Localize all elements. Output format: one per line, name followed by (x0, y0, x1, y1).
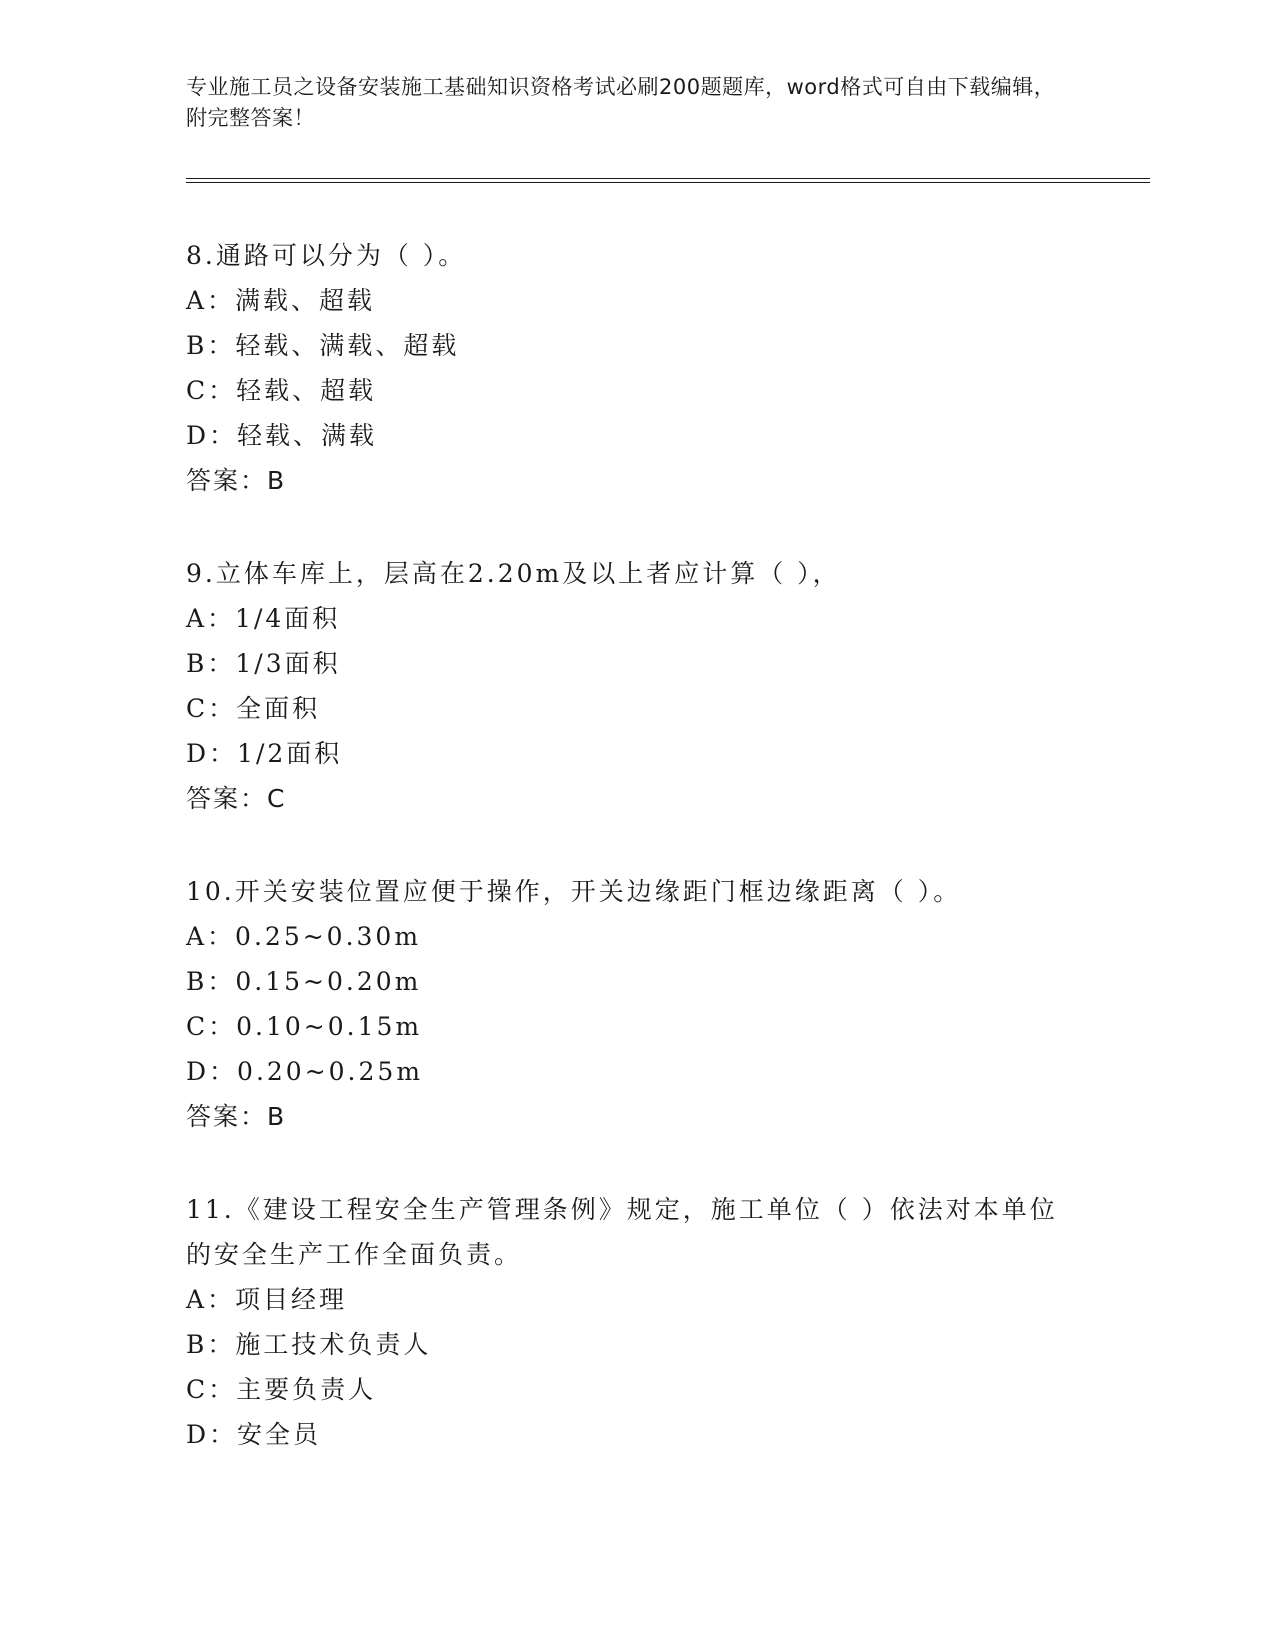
option-b: B：0.15~0.20m (186, 967, 422, 996)
header-divider-bottom (186, 182, 1150, 183)
question-10 (186, 869, 1086, 1139)
option-d: D：轻载、满载 (186, 421, 378, 450)
option-b: B：轻载、满载、超载 (186, 331, 460, 360)
question-9 (186, 551, 1086, 821)
document-header: 专业施工员之设备安装施工基础知识资格考试必刷200题题库，word格式可自由下载编辑，附完整答案！ (186, 75, 1056, 130)
header-divider-top (186, 178, 1150, 179)
option-d: D：1/2面积 (186, 739, 343, 768)
option-a: A：0.25~0.30m (186, 922, 422, 951)
option-a: A：满载、超载 (186, 286, 376, 315)
option-a: A：项目经理 (186, 1285, 348, 1314)
option-c: C：轻载、超载 (186, 376, 377, 405)
question-stem: 8.通路可以分为（ ）。 (186, 241, 467, 270)
answer: 答案：B (186, 1102, 287, 1131)
question-11 (186, 1187, 1086, 1457)
answer: 答案：B (186, 466, 287, 495)
option-a: A：1/4面积 (186, 604, 341, 633)
option-d: D：安全员 (186, 1420, 322, 1449)
option-d: D：0.20~0.25m (186, 1057, 424, 1086)
option-c: C：主要负责人 (186, 1375, 377, 1404)
option-c: C：全面积 (186, 694, 321, 723)
question-stem: 9.立体车库上，层高在2.20m及以上者应计算（ ）， (186, 559, 841, 588)
question-8 (186, 233, 1086, 503)
option-b: B：1/3面积 (186, 649, 341, 678)
option-c: C：0.10~0.15m (186, 1012, 423, 1041)
answer: 答案：C (186, 784, 287, 813)
question-stem: 10.开关安装位置应便于操作，开关边缘距门框边缘距离（ ）。 (186, 877, 962, 906)
question-stem: 11.《建设工程安全生产管理条例》规定，施工单位（ ）依法对本单位的安全生产工作全面负责。 (186, 1195, 1058, 1269)
option-b: B：施工技术负责人 (186, 1330, 432, 1359)
